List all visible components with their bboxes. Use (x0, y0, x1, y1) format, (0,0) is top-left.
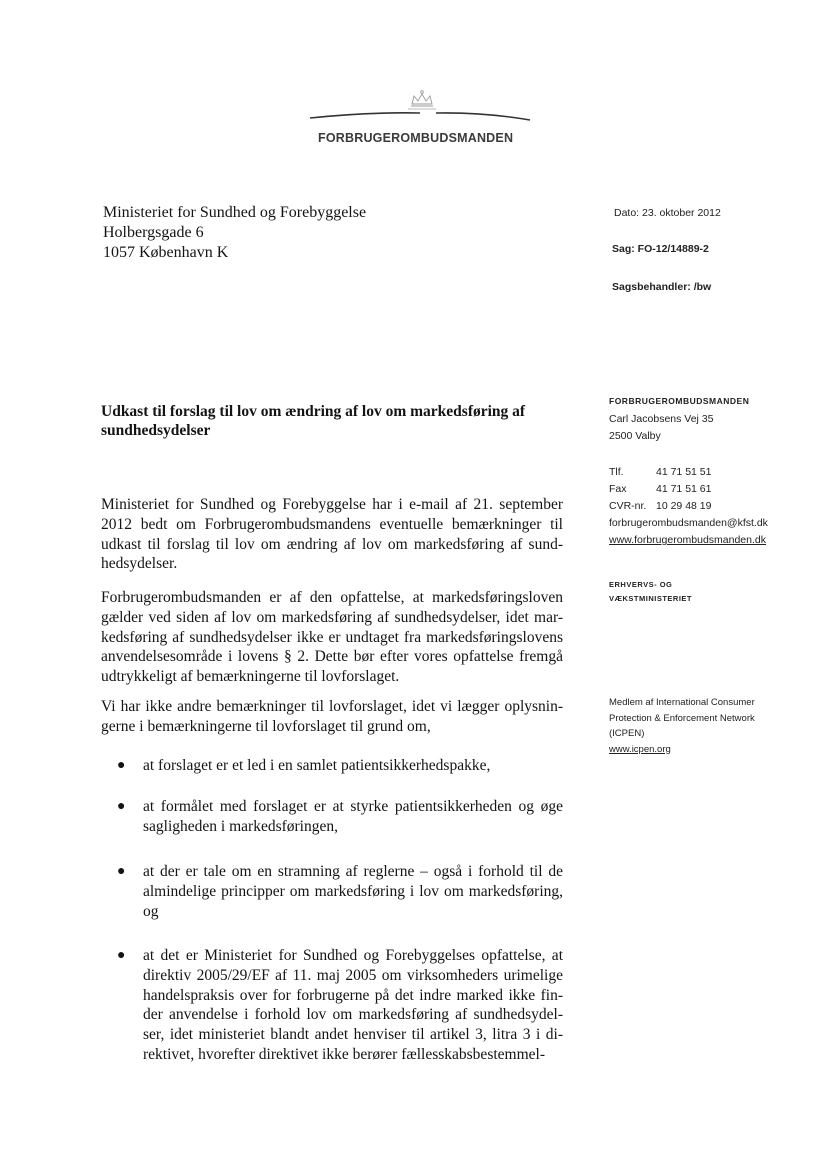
paragraph: Vi har ikke andre bemærkninger til lovforslaget, idet vi lægger oplysnin-gerne i bemærkningerne til lovforslaget til grund om, (101, 698, 563, 735)
letterhead-logo (308, 86, 538, 146)
recipient-line: Holbergsgade 6 (103, 224, 204, 241)
recipient-address (103, 203, 366, 263)
bullet-icon: ● (117, 864, 126, 879)
sidebar-org-name: FORBRUGEROMBUDSMANDEN (609, 396, 750, 406)
phone-number: 41 71 51 51 (656, 466, 712, 478)
phone-label: Tlf. (609, 466, 624, 478)
ministry-name (609, 578, 692, 606)
fax-label: Fax (609, 483, 627, 495)
letterhead-org-name: FORBRUGEROMBUDSMANDEN (318, 131, 514, 145)
recipient-line: 1057 København K (103, 244, 229, 261)
sidebar-contact (609, 464, 768, 549)
bullet-icon: ● (117, 948, 126, 963)
cvr-label: CVR-nr. (609, 500, 647, 512)
paragraph: Ministeriet for Sundhed og Forebyggelse har i e-mail af 21. september 2012 bedt om Forbrugerombudsmandens eventuelle bemærkninger til udkast til forslag til lov om ændring af lov om markedsføring af sund-hedsydelser. (101, 496, 563, 573)
case-number: Sag: FO-12/14889-2 (612, 243, 709, 255)
icpen-link[interactable]: www.icpen.org (609, 743, 671, 755)
icpen-line: (ICPEN) (609, 728, 645, 739)
sidebar-address (609, 411, 713, 445)
icpen-line: Protection & Enforcement Network (609, 712, 755, 724)
bullet-icon: ● (117, 758, 126, 773)
fax-number: 41 71 51 61 (656, 483, 712, 495)
letter-subject: Udkast til forslag til lov om ændring af lov om markedsføring af sundhedsydelser (101, 403, 526, 439)
ministry-line: VÆKSTMINISTERIET (609, 594, 693, 603)
fax-row (609, 481, 768, 498)
icpen-membership (609, 695, 779, 757)
bullet-text: at det er Ministeriet for Sundhed og Forebyggelses opfattelse, at direktiv 2005/29/EF af 11. maj 2005 om virksomheders urimelige handelspraksis over for forbrugerne på det indre marked ikke fin-der anvendelse i forhold lov om markedsføring af sundhedsydel-ser, idet ministeriet blandt andet henviser til artikel 3, litra 3 i di-rektivet, hvorefter direktivet ikke berører fællesskabsbestemmel- (143, 947, 563, 1063)
recipient-line: Ministeriet for Sundhed og Forebyggelse (103, 204, 367, 221)
cvr-row (609, 498, 768, 515)
cvr-number: 10 29 48 19 (656, 500, 712, 512)
website-link[interactable]: www.forbrugerombudsmanden.dk (609, 534, 766, 546)
phone-row (609, 464, 768, 481)
bullet-item (117, 946, 563, 1065)
crown-emblem (308, 86, 538, 130)
bullet-item (117, 862, 563, 921)
bullet-item (117, 756, 563, 776)
ministry-line: ERHVERVS- OG (609, 580, 673, 589)
bullet-icon: ● (117, 799, 126, 814)
letter-date: Dato: 23. oktober 2012 (614, 207, 721, 219)
address-line: Carl Jacobsens Vej 35 (609, 413, 714, 425)
paragraph: Forbrugerombudsmanden er af den opfattelse, at markedsføringsloven gælder ved siden af lov om markedsføring af sundhedsydelser, idet mar-kedsføring af sundhedsydelser ikke er undtaget fra markedsføringslovens anvendelsesområde i lovens § 2. Dette bør efter vores opfattelse fremgå udtrykkeligt af bemærkningerne til lovforslaget. (101, 589, 563, 686)
bullet-item (117, 797, 563, 837)
icpen-line: Medlem af International Consumer (609, 697, 755, 708)
bullet-text: at der er tale om en stramning af reglerne – også i forhold til de almindelige principper om markedsføring i lov om markedsføring, og (143, 863, 563, 920)
email-address[interactable]: forbrugerombudsmanden@kfst.dk (609, 517, 768, 529)
bullet-text: at formålet med forslaget er at styrke patientsikkerheden og øge sagligheden i markedsføringen, (143, 798, 563, 835)
address-line: 2500 Valby (609, 430, 661, 442)
bullet-text: at forslaget er et led i en samlet patientsikkerhedspakke, (143, 757, 491, 774)
case-handler: Sagsbehandler: /bw (612, 281, 712, 293)
